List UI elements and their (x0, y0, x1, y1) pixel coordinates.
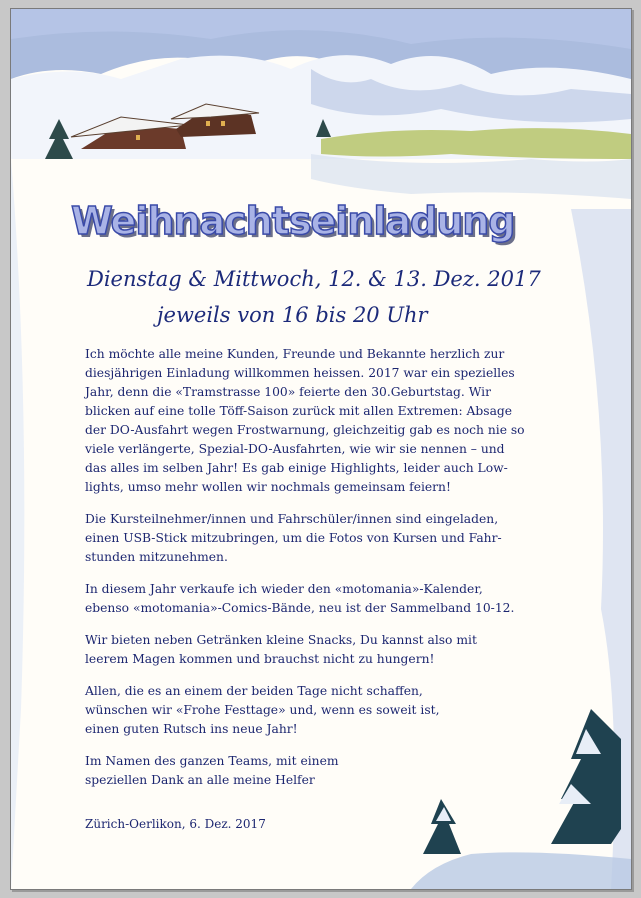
paragraph-snacks: Wir bieten neben Getränken kleine Snacks, Du kannst also mit leerem Magen kommen und brauchst nicht zu hungern! (85, 633, 477, 666)
invitation-text (85, 345, 565, 803)
paragraph-thanks: Im Namen des ganzen Teams, mit einem speziellen Dank an alle meine Helfer (85, 754, 339, 787)
event-hours: jeweils von 16 bis 20 Uhr (157, 303, 428, 327)
paragraph-greetings: Allen, die es an einem der beiden Tage nicht schaffen, wünschen wir «Frohe Festtage» und, wenn es soweit ist, einen guten Rutsch ins neue Jahr! (85, 684, 440, 736)
page-title: Weihnachtseinladung (71, 199, 515, 243)
paragraph-usb: Die Kursteilnehmer/innen und Fahrschüler/innen sind eingeladen, einen USB-Stick mitzubringen, um die Fotos von Kursen und Fahr- stunden mitzunehmen. (85, 512, 502, 564)
event-dates: Dienstag & Mittwoch, 12. & 13. Dez. 2017 (87, 267, 541, 291)
signature-line: Zürich-Oerlikon, 6. Dez. 2017 (85, 817, 266, 831)
invitation-page (10, 8, 632, 890)
meadow-shadow (311, 154, 631, 199)
left-edge-wash (11, 159, 24, 889)
paragraph-intro: Ich möchte alle meine Kunden, Freunde und Bekannte herzlich zur diesjährigen Einladung willkommen heissen. 2017 war ein spezielles Jahr, denn die «Tramstrasse 100» feierte den 30.Geburtstag. Wir blicken auf eine tolle Töff-Saison zurück mit allen Extremen: Absage der DO-Ausfahrt wegen Frostwarnung, gleichzeitig gab es noch nie so viele verlängerte, Spezial-DO-Ausfahrten, wie wir sie nennen – und das alles im selben Jahr! Es gab einige Highlights, leider auch Low- lights, umso mehr wollen wir nochmals gemeinsam feiern! (85, 347, 525, 494)
paragraph-calendar: In diesem Jahr verkaufe ich wieder den «motomania»-Kalender, ebenso «motomania»-Comics-Bände, neu ist der Sammelband 10-12. (85, 582, 515, 615)
